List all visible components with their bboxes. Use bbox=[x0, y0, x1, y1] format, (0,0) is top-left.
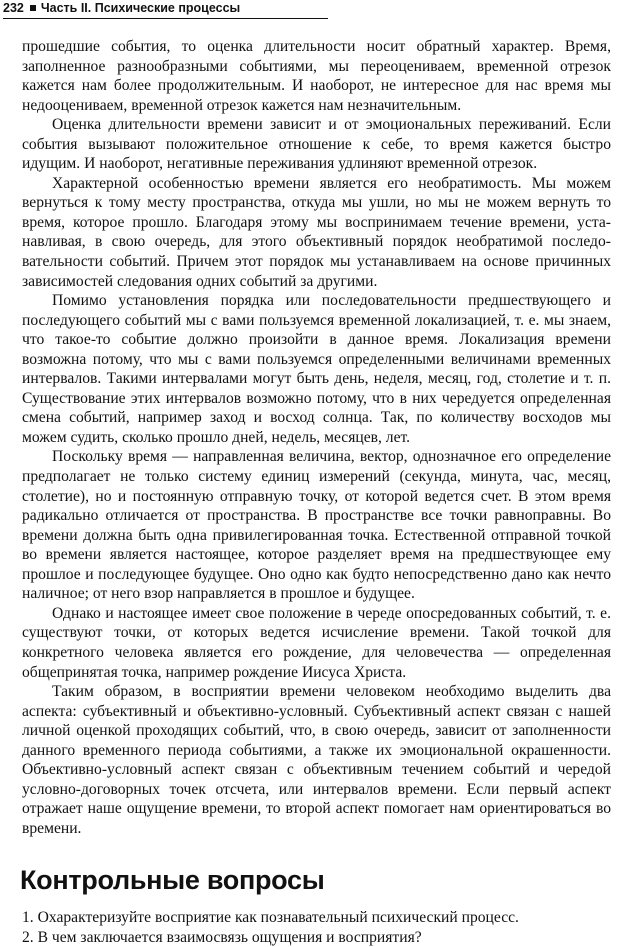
list-item: 2. В чем заключается взаимосвязь ощущения и восприятия? bbox=[22, 928, 422, 946]
paragraph: Поскольку время — направленная величина, вектор, однозначное его определение предполагает не только систему единиц измерений (секунда, минута, час, месяц, столетие), но и постоянную отправную точку, от которой ведется счет. В этом время радикально отличается от пространства. В пространстве все точки равноправны. Во времени должна быть одна привилегированная точка. Естественной отправной точкой во времени является настоящее, которое разделяет время на предшествующее ему прошлое и последующее будущее. Оно одно как будто непосредственно дано как нечто наличное; от него взор направляется в прошлое и будущее. bbox=[22, 448, 611, 603]
paragraph: Таким образом, в восприятии времени человеком необходимо выделить два аспекта: субъективный и объективно-условный. Субъективный аспект связан с нашей личной оценкой проходящих событий, что, в свою очередь, зависит от заполненности данного временного периода событиями, а также их эмоциональной окрашенности. Объективно-условный аспект связан с объективным течением событий и чередой условно-договорных точек отсчета, или интервалов времени. Если первый аспект отражает наше ощущение времени, то второй аспект помогает нам ориентироваться во времени. bbox=[22, 683, 611, 837]
running-head bbox=[3, 0, 328, 19]
list-item: 1. Охарактеризуйте восприятие как познавательный психический процесс. bbox=[22, 909, 519, 926]
body-text bbox=[22, 37, 611, 838]
square-bullet-icon bbox=[30, 5, 36, 11]
section-heading: Контрольные вопросы bbox=[20, 865, 325, 895]
paragraph: прошедшие события, то оценка длительности носит обратный характер. Время, заполненное разнообразными событиями, мы переоцениваем, временной отрезок кажется нам более продолжительным. И наоборот, не интересное для нас время мы недооцениваем, временной отрезок кажется нам незначительным. bbox=[22, 38, 611, 114]
page-number: 232 bbox=[3, 1, 24, 15]
paragraph: Характерной особенностью времени является его необратимость. Мы можем вернуться к тому месту пространства, откуда мы ушли, но мы не можем вернуть то время, которое прошло. Благодаря этому мы воспринимаем течение времени, устанавливая, в свою очередь, для этого объективный порядок необратимой последовательности событий. Причем этот порядок мы устанавливаем на основе причинных зависимостей следования одних событий за другими. bbox=[22, 174, 611, 290]
paragraph: Помимо установления порядка или последовательности предшествующего и последующего событий мы с вами пользуемся временной локализацией, т. е. мы знаем, что такое-то событие должно произойти в данное время. Локализация времени возможна потому, что мы с вами пользуемся определенными величинами временных интервалов. Такими интервалами могут быть день, неделя, месяц, год, столетие и т. п. Существование этих интервалов возможно потому, что в них чередуется определенная смена событий, например заход и восход солнца. Так, по количеству восходов мы можем судить, сколько прошло дней, недель, месяцев, лет. bbox=[22, 292, 611, 446]
paragraph: Оценка длительности времени зависит и от эмоциональных переживаний. Если события вызывают положительное отношение к себе, то время кажется быстро идущим. И наоборот, негативные переживания удлиняют временной отрезок. bbox=[22, 116, 611, 173]
paragraph: Однако и настоящее имеет свое положение в череде опосредованных событий, т. е. существуют точки, от которых ведется исчисление времени. Такой точкой для конкретного человека является его рождение, для человечества — определенная общепринятая точка, например рождение Иисуса Христа. bbox=[22, 604, 611, 681]
running-head-title: Часть II. Психические процессы bbox=[40, 1, 241, 15]
review-questions-list bbox=[22, 908, 611, 947]
